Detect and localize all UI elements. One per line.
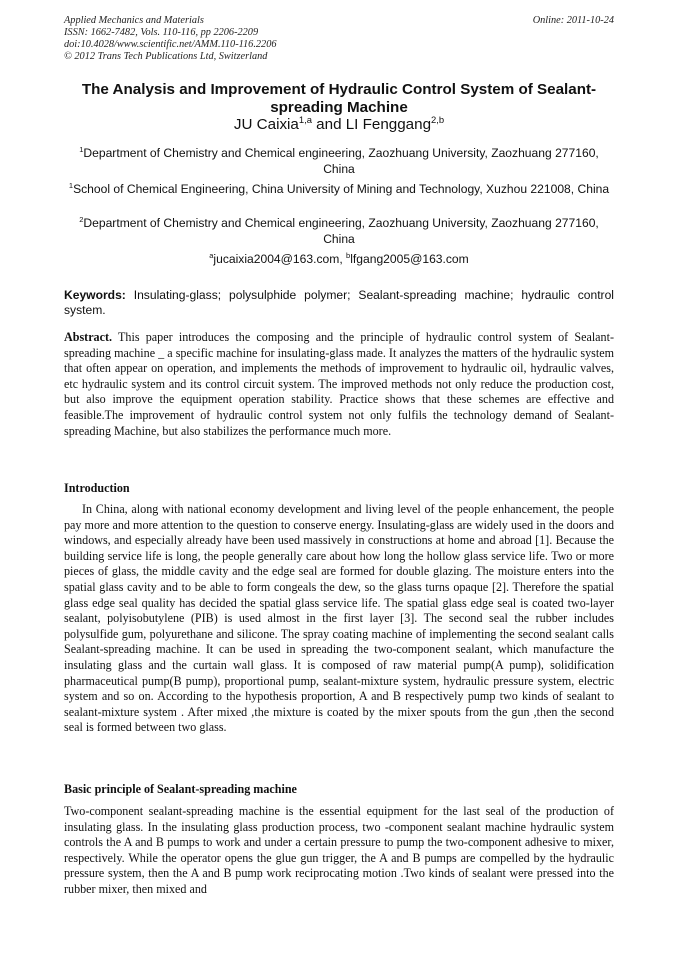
- basic-principle-paragraph: Two-component sealant-spreading machine is the essential equipment for the last seal of the production of insulating glass. In the insulating glass production process, two -component sealant machine hydraulic system controls the A and B pumps to work and under a certain pressure to pump the two-component adhesive to mixer, respectively. While the operator opens the glue gun trigger, the A and B pumps are compelled by the hydraulic pressure system, then the A and B pump work reciprocating motion .Two kinds of sealant were pressed into the rubber mixer, then mixed and: [64, 804, 614, 896]
- basic-principle-heading: Basic principle of Sealant-spreading machine: [64, 782, 297, 796]
- journal-name: Applied Mechanics and Materials: [64, 15, 204, 26]
- introduction-paragraph: In China, along with national economy development and living level of the people enhancement, the people pay more and more attention to the question to conserve energy. Insulating-glass are widely used in the doors and windows, and especially already have been used massively in constructions at home and abroad [1]. Because the building service life is long, the people generally care about how long the hollow glass service life. Two or more pieces of glass, the middle cavity and the edge seal are formed for double glazing. The moisture enters into the spatial glass cavity and to be able to form congeals the dew, so the glass turns opaque [2]. Therefore the spatial glass edge seal quality has decided the spatial glass service life. The spatial glass edge seal is coated two-layer sealant, polyisobutylene (PIB) is used almost in the first layer [3]. The second seal the rubber includes polysulfide gum, polyurethane and silicone. The spray coating machine of implementing the second sealant calls Sealant-spreading machine. It can be used in spreading the two-component sealant, which manufacture the insulating glass and the curtain wall glass. It is composed of raw material pump(A pump), solidification pharmaceutical pump(B pump), proportional pump, sealant-mixture system, hydraulic pressure system, electric system and so on. According to the hypothesis proportion, A and B respectively pump two kinds of sealant to sealant-mixture system . After mixed ,the mixture is coated by the mixer spouts from the gun ,then the second seal is formed between two glass.: [64, 502, 614, 735]
- author-1-superscript: 1,a: [298, 113, 312, 125]
- abstract-label: Abstract.: [64, 330, 113, 344]
- email-b[interactable]: lfgang2005@163.com: [350, 252, 469, 266]
- issn-line: ISSN: 1662-7482, Vols. 110-116, pp 2206-2209: [64, 27, 259, 38]
- introduction-heading: Introduction: [64, 481, 130, 495]
- author-line: [60, 113, 618, 134]
- author-connector: and: [311, 116, 346, 133]
- abstract-block: [64, 330, 614, 439]
- online-date: Online: 2011-10-24: [532, 15, 614, 26]
- affiliation-3-text: Department of Chemistry and Chemical engineering, Zaozhuang University, Zaozhuang 277160, China: [83, 216, 599, 246]
- keywords-text: Insulating-glass; polysulphide polymer; Sealant-spreading machine; hydraulic control system.: [64, 288, 614, 317]
- author-2-name: LI Fenggang: [345, 116, 432, 133]
- email-a[interactable]: jucaixia2004@163.com: [213, 252, 340, 266]
- author-1-name: JU Caixia: [233, 116, 299, 133]
- journal-header: [64, 15, 614, 63]
- affiliation-2: [64, 181, 614, 197]
- affiliation-1: [64, 145, 614, 177]
- abstract-text: This paper introduces the composing and the principle of hydraulic control system of Sealant- spreading machine _ a specific machine for insulating-glass made. It analyzes the matters of the hydraulic system that often appear on operation, and implements the methods of improvement to hydraulic oil, hydraulic valves, etc hydraulic system and its control circuit system. The improved methods not only reduce the production cost, but also improve the equipment operation stability. Practice shows that these schemes are effective and feasible.The improvement of hydraulic control system not only fulfils the technology demand of Sealant-spreading Machine, but also stabilizes the performance much more.: [64, 330, 614, 438]
- email-b-superscript: b: [346, 251, 351, 261]
- doi-line: doi:10.4028/www.scientific.net/AMM.110-116.2206: [64, 39, 277, 50]
- email-separator: ,: [339, 252, 347, 266]
- paper-title: The Analysis and Improvement of Hydraulic Control System of Sealant-spreading Machine: [81, 81, 597, 116]
- affiliation-3: [64, 215, 614, 247]
- affiliation-3-superscript: 2: [79, 215, 84, 225]
- affiliation-1-superscript: 1: [79, 145, 84, 155]
- affiliation-1-text: Department of Chemistry and Chemical engineering, Zaozhuang University, Zaozhuang 277160, China: [83, 146, 599, 176]
- email-a-superscript: a: [209, 251, 214, 261]
- affiliation-2-text: School of Chemical Engineering, China University of Mining and Technology, Xuzhou 221008, China: [73, 182, 610, 196]
- keywords-block: [64, 288, 614, 318]
- keywords-label: Keywords:: [64, 288, 126, 302]
- email-line: [64, 251, 614, 267]
- copyright-line: © 2012 Trans Tech Publications Ltd, Switzerland: [64, 51, 268, 62]
- affiliation-2-superscript: 1: [68, 181, 74, 191]
- author-2-superscript: 2,b: [431, 113, 445, 125]
